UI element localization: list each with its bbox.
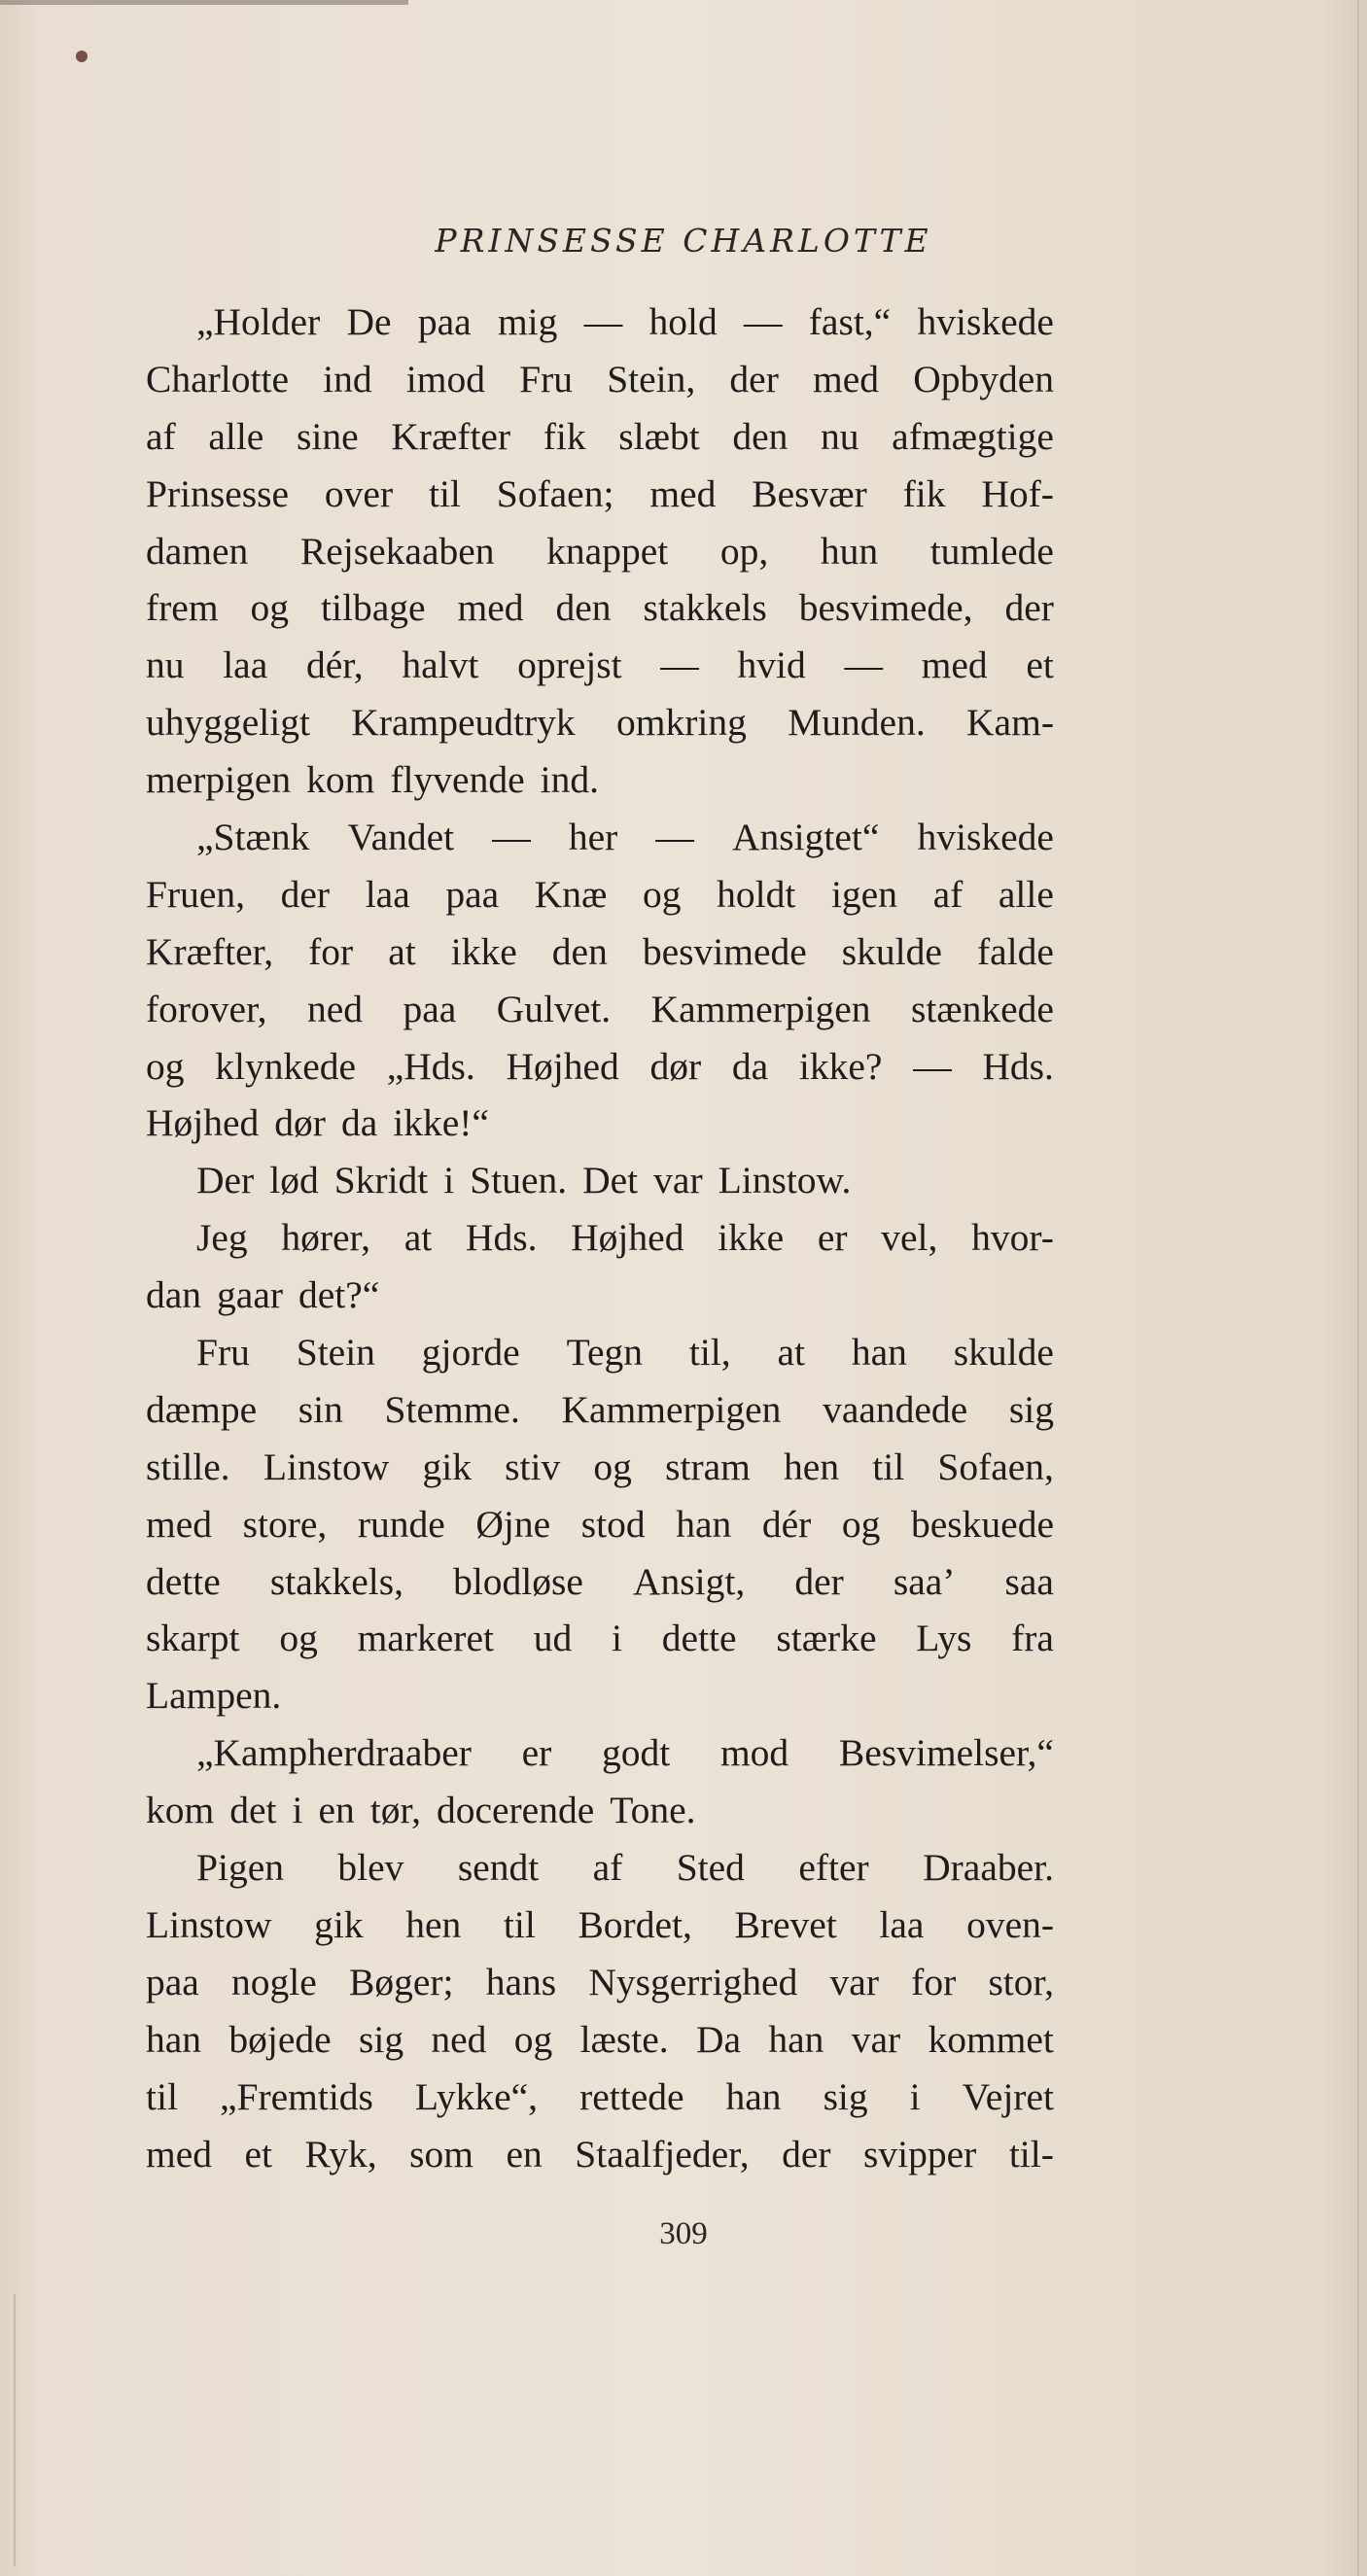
word: til (428, 471, 461, 515)
word: da (731, 1044, 769, 1088)
word: den (551, 929, 608, 973)
word: til (872, 1445, 905, 1488)
word: sig (358, 2017, 404, 2061)
word: da (340, 1101, 378, 1145)
word: der (280, 872, 331, 916)
word: og (146, 1044, 185, 1088)
word: og (593, 1445, 632, 1488)
word: der (782, 2132, 831, 2176)
word: tumlede (929, 529, 1054, 573)
word: han (146, 2017, 202, 2061)
word: sin (298, 1387, 343, 1431)
word: gik (314, 1902, 364, 1946)
word: Charlotte (146, 357, 289, 400)
word: Hds. (982, 1044, 1054, 1088)
word: over (324, 471, 394, 515)
word: Draaber. (923, 1846, 1054, 1890)
word: De (346, 300, 392, 343)
word: frem (146, 586, 219, 630)
text-line (146, 2011, 1054, 2069)
text-line (146, 1782, 1054, 1839)
word: saa (1004, 1559, 1054, 1603)
word: — (583, 300, 623, 343)
word: store, (242, 1502, 328, 1546)
text-line (146, 1381, 1054, 1439)
word: Knæ (534, 872, 608, 916)
word: med (813, 357, 880, 400)
text-line (146, 1667, 1054, 1724)
word: dette (146, 1559, 221, 1603)
text-line (146, 694, 1054, 751)
word: det?“ (298, 1273, 380, 1317)
word: er (521, 1731, 552, 1775)
word: Ansigtet“ (732, 816, 880, 859)
word: der (1004, 586, 1054, 630)
word: hører, (281, 1216, 370, 1260)
word: „Stænk (196, 816, 310, 859)
word: gik (422, 1445, 472, 1488)
word: Jeg (196, 1216, 248, 1260)
word: fik (902, 471, 946, 515)
word: alle (998, 872, 1054, 916)
word: i (292, 1789, 303, 1832)
word: blev (337, 1846, 404, 1890)
word: Kam- (966, 701, 1054, 745)
word: afmægtige (892, 414, 1054, 458)
word: stænkede (910, 987, 1054, 1030)
word: nu (821, 414, 859, 458)
word: — (655, 816, 694, 859)
word: kom (146, 1789, 215, 1832)
word: dette (661, 1617, 737, 1660)
word: Da (695, 2017, 742, 2061)
word: som (409, 2132, 473, 2176)
text-line (146, 1095, 1054, 1152)
text-line (146, 294, 1054, 351)
word: Prinsesse (146, 471, 290, 515)
word: den (732, 414, 789, 458)
word: for (308, 929, 354, 973)
word: — (743, 300, 783, 343)
word: forover, (146, 987, 267, 1030)
word: efter (798, 1846, 869, 1890)
word: en (318, 1789, 355, 1832)
word: saa’ (893, 1559, 956, 1603)
word: Munden. (788, 701, 926, 745)
word: Stemme. (384, 1387, 520, 1431)
text-line (146, 866, 1054, 923)
word: Brevet (734, 1902, 837, 1946)
text-line (146, 466, 1054, 523)
text-line (146, 408, 1054, 466)
word: med (649, 471, 717, 515)
word: markeret (357, 1617, 494, 1660)
text-line (146, 809, 1054, 866)
text-line (146, 637, 1054, 694)
word: stiv (505, 1445, 561, 1488)
word: han (768, 2017, 824, 2061)
word: Besvimelser,“ (838, 1731, 1054, 1775)
word: Sted (676, 1846, 745, 1890)
word: der (794, 1559, 844, 1603)
word: med (146, 2132, 213, 2176)
word: Pigen (196, 1846, 284, 1890)
word: sendt (457, 1846, 540, 1890)
word: Skridt (333, 1159, 429, 1202)
word: til (146, 2074, 178, 2118)
word: hun (820, 529, 879, 573)
word: hvor- (971, 1216, 1054, 1260)
ink-spot (76, 51, 88, 62)
text-line (146, 2069, 1054, 2126)
word: mod (719, 1731, 789, 1775)
word: dæmpe (146, 1387, 258, 1431)
word: Krampeudtryk (351, 701, 576, 745)
word: Kræfter, (146, 929, 274, 973)
binding-edge-line (14, 2294, 16, 2566)
word: „Hds. (386, 1044, 475, 1088)
word: et (1026, 644, 1054, 687)
word: Det (582, 1159, 639, 1202)
word: Stein (296, 1331, 375, 1375)
word: kom (306, 758, 375, 802)
word: for (911, 1960, 957, 2003)
word: at (403, 1216, 433, 1260)
word: Kræfter (391, 414, 511, 458)
page-number: 309 (659, 2216, 708, 2251)
word: til (503, 1902, 536, 1946)
word: ikke (450, 929, 517, 973)
word: beskuede (911, 1502, 1054, 1546)
word: merpigen (146, 758, 292, 802)
word: tilbage (321, 586, 426, 630)
word: Linstow (146, 1902, 272, 1946)
word: rettede (579, 2074, 684, 2118)
word: slæbt (618, 414, 700, 458)
word: oven- (966, 1902, 1054, 1946)
text-line (146, 1038, 1054, 1096)
word: og (513, 2017, 553, 2061)
word: stod (580, 1502, 646, 1546)
page-edge-line (1357, 0, 1359, 2576)
text-line (146, 1324, 1054, 1381)
word: Kammerpigen (561, 1387, 782, 1431)
word: docerende (436, 1789, 595, 1832)
word: dér, (305, 644, 364, 687)
scan-edge-rule (0, 0, 408, 5)
word: gjorde (421, 1331, 520, 1375)
word: Linstow. (718, 1159, 852, 1202)
word: tør, (369, 1789, 421, 1832)
word: omkring (615, 701, 747, 745)
text-line (146, 579, 1054, 637)
word: alle (208, 414, 264, 458)
word: der (729, 357, 779, 400)
word: Lys (916, 1617, 972, 1660)
word: i (909, 2074, 921, 2118)
word: svipper (863, 2132, 977, 2176)
word: paa (146, 1960, 199, 2003)
word: Stein, (607, 357, 696, 400)
word: laa (365, 872, 410, 916)
body-text (146, 294, 1054, 2182)
word: med (146, 1502, 213, 1546)
text-line (146, 1152, 1054, 1209)
word: han (725, 2074, 782, 2118)
word: Sofaen, (937, 1445, 1054, 1488)
word: dan (146, 1273, 202, 1317)
word: nogle (231, 1960, 317, 2003)
text-line (146, 1897, 1054, 1954)
word: at (388, 929, 416, 973)
word: sig (823, 2074, 868, 2118)
word: Ansigt, (633, 1559, 746, 1603)
word: han (676, 1502, 732, 1546)
word: skarpt (146, 1617, 240, 1660)
word: og (250, 586, 290, 630)
word: ned (306, 987, 364, 1030)
word: stakkels, (269, 1559, 403, 1603)
word: vaandede (823, 1387, 968, 1431)
word: ikke (718, 1216, 785, 1260)
word: og (841, 1502, 881, 1546)
word: vel, (881, 1216, 938, 1260)
word: lød (269, 1159, 319, 1202)
word: hen (784, 1445, 840, 1488)
word: hans (485, 1960, 557, 2003)
word: klynkede (215, 1044, 357, 1088)
word: — (913, 1044, 952, 1088)
word: skulde (953, 1331, 1054, 1375)
word: „Kampherdraaber (196, 1731, 472, 1775)
word: damen (146, 529, 249, 573)
word: Tone. (610, 1789, 696, 1832)
word: med (921, 644, 988, 687)
word: var (653, 1159, 703, 1202)
word: var (829, 1960, 879, 2003)
word: fast,“ (808, 300, 892, 343)
word: Vejret (962, 2074, 1054, 2118)
word: halvt (402, 644, 479, 687)
word: hviskede (917, 300, 1054, 343)
word: Hof- (981, 471, 1054, 515)
word: læste. (579, 2017, 669, 2061)
text-line (146, 1839, 1054, 1897)
word: Højhed (571, 1216, 684, 1260)
word: Højhed (146, 1101, 260, 1145)
word: laa (879, 1902, 925, 1946)
word: uhyggeligt (146, 701, 310, 745)
word: ikke!“ (393, 1101, 489, 1145)
word: fra (1011, 1617, 1054, 1660)
word: igen (830, 872, 897, 916)
word: Vandet (347, 816, 455, 859)
word: sig (1008, 1387, 1054, 1431)
word: af (146, 414, 176, 458)
word: stille. (146, 1445, 230, 1488)
text-line (146, 523, 1054, 580)
word: den (555, 586, 612, 630)
word: Fru (519, 357, 574, 400)
word: var (851, 2017, 901, 2061)
word: sine (296, 414, 359, 458)
text-line (146, 1610, 1054, 1667)
word: Besvær (752, 471, 867, 515)
word: Opbyden (913, 357, 1054, 400)
word: blodløse (453, 1559, 583, 1603)
word: besvimede, (798, 586, 973, 630)
text-line (146, 1267, 1054, 1324)
word: dør (274, 1101, 326, 1145)
word: det (229, 1789, 277, 1832)
word: Der (196, 1159, 255, 1202)
word: Linstow (263, 1445, 390, 1488)
word: ind. (540, 758, 599, 802)
text-line (146, 1724, 1054, 1782)
text-line (146, 1496, 1054, 1553)
word: han (851, 1331, 907, 1375)
text-line (146, 1954, 1054, 2011)
word: i (443, 1159, 455, 1202)
word: Bøger; (349, 1960, 454, 2003)
word: besvimede (642, 929, 807, 973)
word: — (844, 644, 883, 687)
word: Ryk, (304, 2132, 377, 2176)
word: Sofaen; (496, 471, 614, 515)
word: ud (533, 1617, 573, 1660)
text-line (146, 351, 1054, 408)
word: dér (761, 1502, 812, 1546)
word: til- (1008, 2132, 1054, 2176)
text-line (146, 1209, 1054, 1267)
word: ikke? (798, 1044, 883, 1088)
word: kommet (928, 2017, 1054, 2061)
word: hviskede (917, 816, 1054, 859)
word: hvid (737, 644, 806, 687)
running-head: PRINSESSE CHARLOTTE (435, 222, 932, 260)
word: fik (543, 414, 586, 458)
word: falde (976, 929, 1054, 973)
word: — (660, 644, 699, 687)
word: godt (602, 1731, 671, 1775)
word: en (506, 2132, 543, 2176)
word: Staalfjeder, (575, 2132, 750, 2176)
text-line (146, 2126, 1054, 2183)
word: Tegn (566, 1331, 643, 1375)
word: til, (688, 1331, 731, 1375)
word: stram (665, 1445, 751, 1488)
word: at (777, 1331, 806, 1375)
word: stor, (988, 1960, 1054, 2003)
word: Stuen. (470, 1159, 568, 1202)
word: Fru (196, 1331, 250, 1375)
word: Rejsekaaben (299, 529, 495, 573)
word: er (817, 1216, 848, 1260)
word: hold (648, 300, 718, 343)
word: runde (357, 1502, 445, 1546)
word: — (492, 816, 531, 859)
word: et (244, 2132, 273, 2176)
word: „Holder (196, 300, 321, 343)
word: Øjne (475, 1502, 551, 1546)
text-line (146, 923, 1054, 981)
word: Nysgerrighed (588, 1960, 798, 2003)
word: imod (405, 357, 485, 400)
word: Højhed (506, 1044, 619, 1088)
word: paa (445, 872, 500, 916)
text-line (146, 751, 1054, 809)
word: hen (405, 1902, 462, 1946)
text-line (146, 1439, 1054, 1496)
word: oprejst (517, 644, 622, 687)
word: Bordet, (578, 1902, 692, 1946)
word: Lampen. (146, 1674, 282, 1718)
word: op, (719, 529, 769, 573)
word: af (592, 1846, 623, 1890)
word: gaar (217, 1273, 284, 1317)
word: Lykke“, (414, 2074, 539, 2118)
word: stærke (776, 1617, 877, 1660)
word: her (568, 816, 618, 859)
word: ind (323, 357, 372, 400)
word: Hds. (465, 1216, 538, 1260)
word: „Fremtids (219, 2074, 373, 2118)
word: nu (146, 644, 185, 687)
word: skulde (841, 929, 942, 973)
word: flyvende (390, 758, 525, 802)
word: i (612, 1617, 623, 1660)
word: ned (431, 2017, 487, 2061)
word: stakkels (643, 586, 767, 630)
word: Fruen, (146, 872, 246, 916)
word: Gulvet. (496, 987, 612, 1030)
word: knappet (546, 529, 669, 573)
text-line (146, 981, 1054, 1038)
word: bøjede (228, 2017, 332, 2061)
word: laa (223, 644, 268, 687)
word: holdt (717, 872, 796, 916)
word: Kammerpigen (650, 987, 871, 1030)
word: af (932, 872, 964, 916)
word: dør (649, 1044, 702, 1088)
word: mig (497, 300, 558, 343)
word: og (643, 872, 682, 916)
word: med (457, 586, 524, 630)
text-line (146, 1553, 1054, 1611)
word: paa (403, 987, 457, 1030)
word: paa (417, 300, 472, 343)
word: og (279, 1617, 318, 1660)
